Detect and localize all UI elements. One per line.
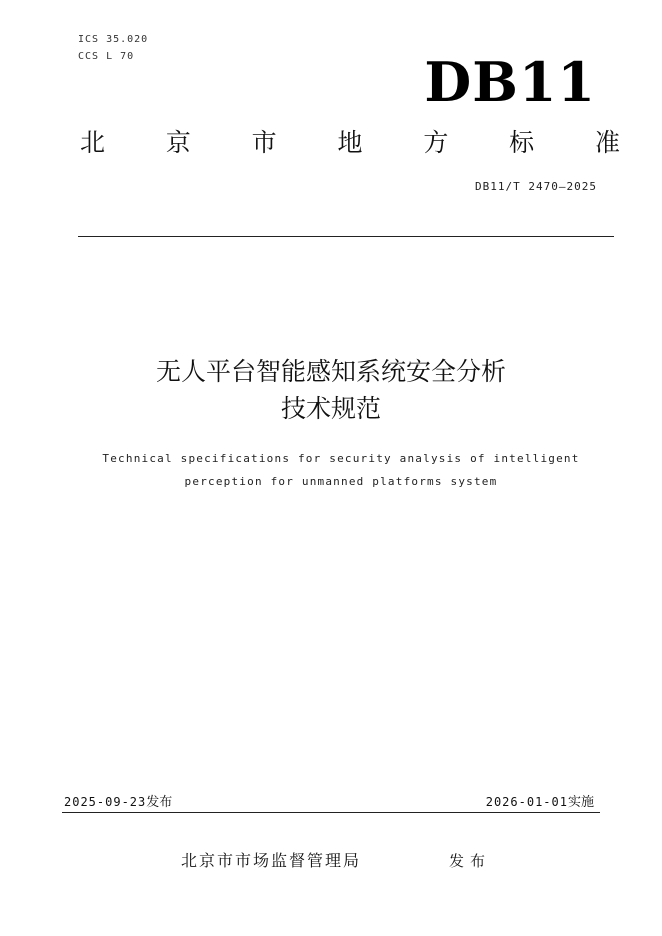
standard-number: DB11/T 2470—2025 <box>475 180 597 193</box>
chinese-title-line-2: 技术规范 <box>280 394 381 423</box>
standard-type-char: 北 <box>80 128 106 157</box>
ccs-code: CCS L 70 <box>78 51 135 62</box>
standard-type-char: 标 <box>509 128 535 157</box>
implement-label: 实施 <box>567 795 594 810</box>
footer-divider <box>62 812 600 813</box>
implement-date-line <box>486 793 594 812</box>
issue-label: 发布 <box>146 795 173 810</box>
chinese-title-line-1: 无人平台智能感知系统安全分析 <box>155 357 506 386</box>
english-title-line-1: Technical specifications for security analysis of intelligent <box>102 452 580 465</box>
db-code-mark: DB11 <box>424 50 596 114</box>
issue-date: 2025-09-23 <box>64 795 147 809</box>
implement-date: 2026-01-01 <box>485 795 568 809</box>
issue-date-line <box>64 793 172 812</box>
standard-type-char: 方 <box>423 128 449 157</box>
standard-type-char: 准 <box>594 128 620 157</box>
standard-type-char: 地 <box>337 128 363 157</box>
publisher-name: 北京市市场监督管理局 <box>181 851 362 870</box>
standard-type-heading <box>80 128 620 158</box>
standard-type-char: 京 <box>165 128 191 157</box>
ics-code: ICS 35.020 <box>78 34 149 45</box>
publisher-label: 发布 <box>449 852 492 870</box>
standard-type-char: 市 <box>251 128 277 157</box>
english-title-line-2: perception for unmanned platforms system <box>184 475 498 488</box>
header-divider <box>78 236 614 237</box>
